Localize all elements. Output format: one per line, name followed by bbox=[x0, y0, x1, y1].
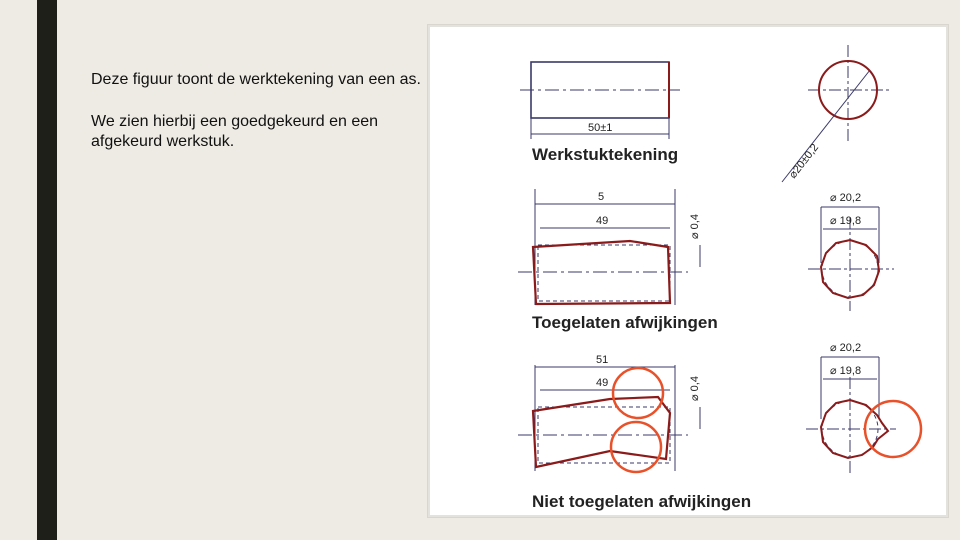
technical-drawing-figure bbox=[430, 27, 946, 515]
paragraph-1: Deze figuur toont de werktekening van een as. bbox=[91, 71, 421, 88]
rejected-deviations bbox=[518, 342, 921, 511]
highlight-circle bbox=[613, 368, 663, 418]
tolerance-label: ⌀ 0,4 bbox=[689, 214, 701, 239]
technical-drawing bbox=[430, 27, 946, 515]
diameter-max-label: ⌀ 20,2 bbox=[830, 342, 862, 354]
diameter-min-label: ⌀ 19,8 bbox=[830, 365, 862, 377]
paragraph-2: We zien hierbij een goedgekeurd en een afgekeurd werkstuk. bbox=[91, 113, 379, 150]
caption-workpiece: Werkstuktekening bbox=[532, 145, 679, 164]
side-accent-bar bbox=[37, 0, 57, 540]
workpiece-drawing bbox=[520, 45, 890, 182]
tolerance-label: ⌀ 0,4 bbox=[689, 376, 701, 401]
length-dimension-label: 50±1 bbox=[588, 122, 613, 134]
highlight-circle bbox=[611, 422, 661, 472]
slide-text bbox=[91, 70, 421, 174]
outer-length-label: 51 bbox=[596, 354, 609, 366]
diameter-dimension-label: ⌀20±0,2 bbox=[786, 141, 822, 181]
inner-length-label: 49 bbox=[596, 377, 609, 389]
accepted-deviations bbox=[518, 189, 894, 332]
diameter-min-label: ⌀ 19,8 bbox=[830, 215, 862, 227]
inner-length-label: 49 bbox=[596, 215, 609, 227]
outer-length-label: 5 bbox=[598, 191, 605, 203]
caption-accepted: Toegelaten afwijkingen bbox=[532, 313, 718, 332]
diameter-max-label: ⌀ 20,2 bbox=[830, 192, 862, 204]
caption-rejected: Niet toegelaten afwijkingen bbox=[532, 492, 752, 511]
